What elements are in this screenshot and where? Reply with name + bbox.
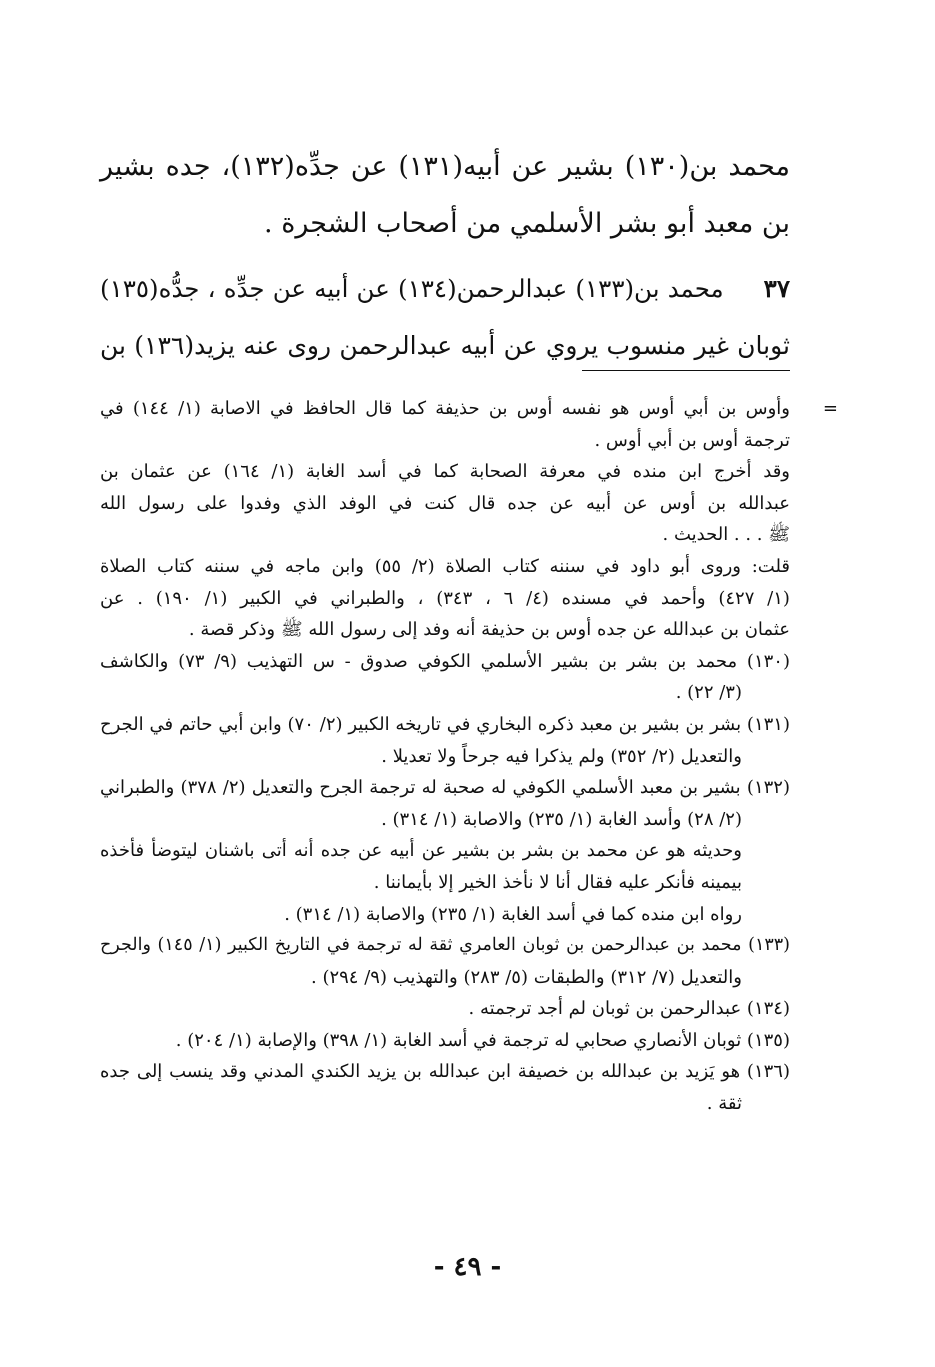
main-text-line: بن معبد أبو بشر الأسلمي من أصحاب الشجرة .	[264, 208, 790, 239]
footnote-line: (١٣٣) محمد بن عبدالرحمن بن ثوبان العامري ثقة له ترجمة في التاريخ الكبير (١/ ١٤٥) والجرح	[100, 935, 790, 956]
footnote-text: وأوس بن أبي أوس هو نفسه أوس بن حذيفة كما قال الحافظ في الاصابة (١/ ١٤٤) في	[100, 398, 790, 419]
footnote-line: وحديثه هو عن محمد بن بشر بن بشير عن أبيه عن جده أنه أتى باشنان ليتوضأ فأخذه	[100, 840, 742, 862]
footnote-line: عثمان بن عبدالله عن جده أوس بن حذيفة أنه وفد إلى رسول الله ﷺ وذكر قصة .	[188, 619, 790, 641]
footnote-separator	[582, 370, 790, 371]
page-number: - ٤٩ -	[433, 1252, 502, 1282]
footnote-line: (١٣٢) بشير بن معبد الأسلمي الكوفي له صحبة له ترجمة الجرح والتعديل (٢/ ٣٧٨) والطبراني	[100, 777, 790, 799]
footnote-line: وقد أخرج ابن منده في معرفة الصحابة كما في أسد الغابة (١/ ١٦٤) عن عثمان بن	[100, 461, 791, 483]
footnote-line: (١٣٥) ثوبان الأنصاري صحابي له ترجمة في أسد الغابة (١/ ٣٩٨) والإصابة (١/ ٢٠٤) .	[175, 1029, 790, 1051]
continuation-sign: =	[822, 398, 838, 419]
footnote-line: (١٣٠) محمد بن بشر بن بشير الأسلمي الكوفي صدوق - س التهذيب (٩/ ٧٣) والكاشف	[100, 650, 790, 672]
footnote-line: رواه ابن منده كما في أسد الغابة (١/ ٢٣٥) والاصابة (١/ ٣١٤) .	[284, 903, 742, 925]
main-text	[100, 138, 790, 374]
footnotes	[100, 393, 838, 1120]
footnote-line: (١٣٤) عبدالرحمن بن ثوبان لم أجد ترجمته .	[468, 998, 790, 1020]
footnote-line: (١٣٦) هو يَزيد بن عبدالله بن خصيفة ابن عبدالله بن يزيد الكندي المدني وقد ينسب إلى جده	[100, 1061, 790, 1083]
footnote-line: والتعديل (٧/ ٣١٢) والطبقات (٥/ ٢٨٣) والتهذيب (٩/ ٢٩٤) .	[311, 966, 742, 988]
footnote-line: ﷺ . . . الحديث .	[662, 524, 790, 546]
footnote-line: قلت: وروى أبو داود في سننه كتاب الصلاة (٢/ ٥٥) وابن ماجه في سننه كتاب الصلاة	[100, 555, 791, 577]
footnote-line: (١/ ٤٢٧) وأحمد في مسنده (٤/ ٦ ، ٣٤٣) ، والطبراني في الكبير (١/ ١٩٠) . عن	[100, 587, 790, 609]
footnote-line: عبدالله بن أوس عن أبيه عن جده قال كنت في الوفد الذي وفدوا على رسول الله	[100, 492, 790, 514]
entry-37-line	[100, 260, 790, 317]
footnote-line: (٣/ ٢٢) .	[675, 682, 742, 704]
footnote-line	[100, 393, 838, 425]
footnote-line: والتعديل (٢/ ٣٥٢) ولم يذكرا فيه جرحاً ولا تعديلا .	[381, 745, 742, 767]
main-text-line: ثوبان غير منسوب يروي عن أبيه عبدالرحمن روى عنه يزيد(١٣٦) بن	[100, 331, 790, 360]
footnote-line: ترجمة أوس بن أبي أوس .	[594, 429, 790, 451]
footnote-line: بيمينه فأنكر عليه فقال أنا لا نأخذ الخير إلا بأيماننا .	[373, 871, 742, 893]
main-text-line: محمد بن(١٣٠) بشير عن أبيه(١٣١) عن جدِّه(١٣٢)، جده بشير	[100, 151, 791, 182]
footnote-line: (١٣١) بشر بن بشير بن معبد ذكره البخاري في تاريخه الكبير (٢/ ٧٠) وابن أبي حاتم في الجرح	[100, 713, 790, 735]
entry-number: ٣٧	[763, 274, 790, 303]
footnote-line: (٢/ ٢٨) وأسد الغابة (١/ ٢٣٥) والاصابة (١/ ٣١٤) .	[381, 808, 742, 830]
footnote-line: ثقة .	[706, 1093, 742, 1115]
main-text-line: محمد بن(١٣٣) عبدالرحمن(١٣٤) عن أبيه عن جدِّه ، جدُّه(١٣٥)	[100, 274, 724, 303]
